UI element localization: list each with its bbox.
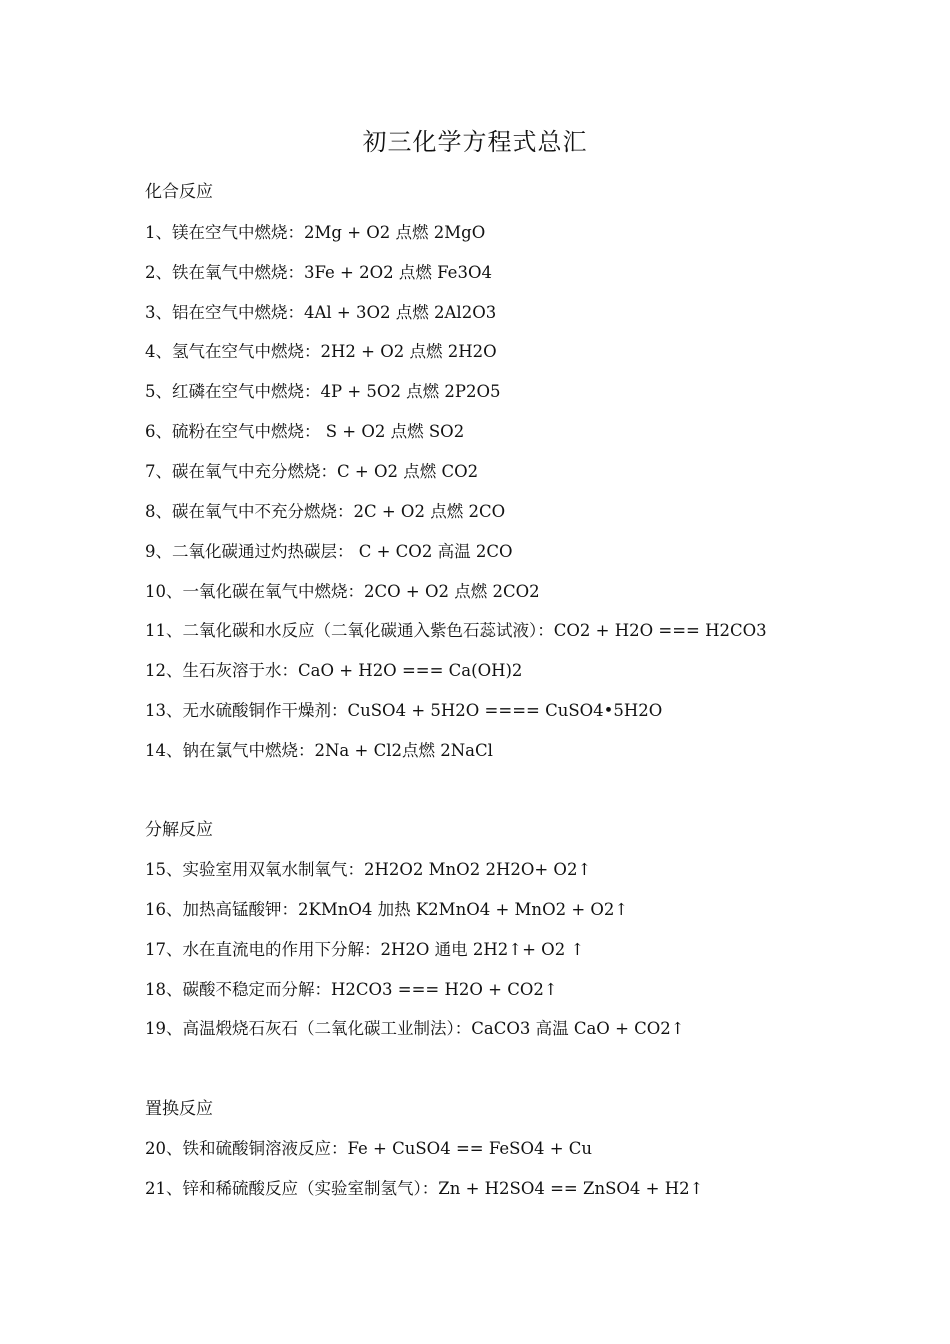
equation-line: 14、钠在氯气中燃烧：2Na + Cl2点燃 2NaCl [145, 741, 493, 760]
equation-line: 12、生石灰溶于水：CaO + H2O === Ca(OH)2 [145, 661, 523, 680]
equation-line: 1、镁在空气中燃烧：2Mg + O2 点燃 2MgO [145, 223, 486, 242]
equation-line: 17、水在直流电的作用下分解：2H2O 通电 2H2↑+ O2 ↑ [145, 940, 585, 959]
equation-line: 3、铝在空气中燃烧：4Al + 3O2 点燃 2Al2O3 [145, 303, 497, 322]
equation-line: 9、二氧化碳通过灼热碳层： C + CO2 高温 2CO [145, 542, 513, 561]
equation-line: 13、无水硫酸铜作干燥剂：CuSO4 + 5H2O ==== CuSO4•5H2O [145, 701, 663, 720]
equation-line: 18、碳酸不稳定而分解：H2CO3 === H2O + CO2↑ [145, 980, 558, 999]
equation-line: 16、加热高锰酸钾：2KMnO4 加热 K2MnO4 + MnO2 + O2↑ [145, 900, 629, 919]
section-heading-combination: 化合反应 [145, 182, 213, 202]
equation-line: 21、锌和稀硫酸反应（实验室制氢气）：Zn + H2SO4 == ZnSO4 + H2↑ [145, 1179, 704, 1198]
document-title: 初三化学方程式总汇 [362, 128, 588, 156]
equation-line: 10、一氧化碳在氧气中燃烧：2CO + O2 点燃 2CO2 [145, 582, 540, 601]
section-heading-decomposition: 分解反应 [145, 820, 213, 840]
equation-line: 11、二氧化碳和水反应（二氧化碳通入紫色石蕊试液）：CO2 + H2O === H2CO3 [145, 621, 767, 640]
equation-line: 4、氢气在空气中燃烧：2H2 + O2 点燃 2H2O [145, 342, 497, 361]
equation-line: 5、红磷在空气中燃烧：4P + 5O2 点燃 2P2O5 [145, 382, 501, 401]
equation-line: 19、高温煅烧石灰石（二氧化碳工业制法）：CaCO3 高温 CaO + CO2↑ [145, 1019, 685, 1038]
equation-line: 6、硫粉在空气中燃烧： S + O2 点燃 SO2 [145, 422, 465, 441]
equation-line: 7、碳在氧气中充分燃烧：C + O2 点燃 CO2 [145, 462, 479, 481]
section-heading-displacement: 置换反应 [145, 1099, 213, 1119]
equation-line: 8、碳在氧气中不充分燃烧：2C + O2 点燃 2CO [145, 502, 506, 521]
equation-line: 15、实验室用双氧水制氧气：2H2O2 MnO2 2H2O+ O2↑ [145, 860, 592, 879]
equation-line: 2、铁在氧气中燃烧：3Fe + 2O2 点燃 Fe3O4 [145, 263, 492, 282]
equation-line: 20、铁和硫酸铜溶液反应：Fe + CuSO4 == FeSO4 + Cu [145, 1139, 593, 1158]
